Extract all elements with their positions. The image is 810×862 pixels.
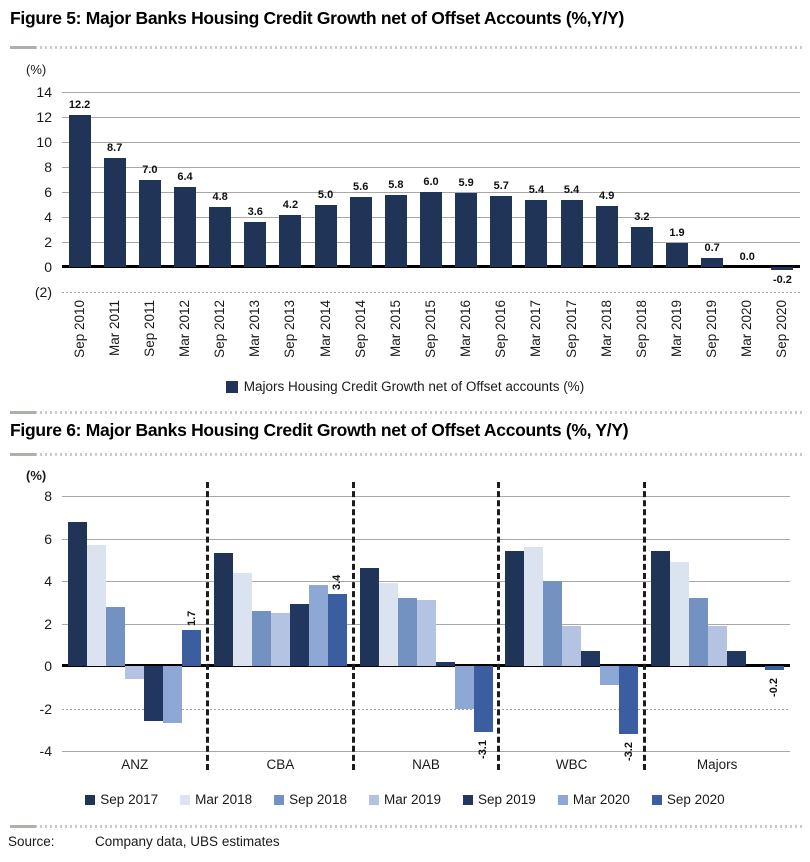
value-label: 1.7	[185, 610, 198, 626]
value-label: 3.6	[247, 206, 263, 218]
x-tick-label: Sep 2020	[774, 300, 790, 358]
x-tick-label: Mar 2017	[528, 300, 544, 358]
value-label: 5.4	[563, 183, 580, 196]
legend-item-mar-2019	[369, 792, 441, 807]
figure5-title-rule	[10, 46, 802, 49]
y-tick-label: 6	[44, 184, 52, 200]
gridline	[62, 496, 790, 497]
y-tick-label: (2)	[34, 284, 52, 300]
value-label: 6.4	[177, 171, 193, 183]
bar-cba-sep-2017	[214, 553, 233, 666]
x-tick-label: Sep 2010	[71, 300, 87, 358]
legend-swatch	[463, 795, 473, 805]
bar-anz-mar-2019	[125, 666, 144, 679]
value-label: 1.9	[669, 227, 685, 240]
x-tick-label: Mar 2016	[458, 300, 474, 358]
bar-cba-mar-2019	[271, 613, 290, 666]
figure5-title: Figure 5: Major Banks Housing Credit Growth net of Offset Accounts (%,Y/Y)	[10, 8, 625, 28]
figure5-legend	[0, 379, 810, 394]
bar-nab-sep-2020	[474, 666, 493, 732]
bar-wbc-sep-2019	[581, 651, 600, 666]
figure6-top-rule	[10, 411, 802, 414]
bar-sep-2016	[490, 196, 512, 267]
bar-anz-sep-2020	[182, 630, 201, 666]
gridline	[62, 142, 800, 143]
figure6-y-axis-unit: (%)	[26, 468, 47, 483]
bar-sep-2010	[69, 115, 91, 268]
legend-item-sep-2019	[463, 792, 536, 807]
value-label: 7.0	[142, 163, 158, 176]
y-tick-label: 2	[44, 615, 52, 632]
y-tick-label: 6	[44, 530, 52, 547]
y-tick-label: -4	[39, 743, 52, 759]
bar-nab-mar-2020	[455, 666, 474, 709]
legend-label: Sep 2018	[289, 792, 347, 807]
group-separator	[643, 482, 646, 770]
legend-label: Sep 2017	[100, 792, 159, 807]
bar-wbc-mar-2019	[562, 626, 581, 666]
bar-sep-2013	[279, 215, 301, 268]
value-label: 5.4	[528, 183, 545, 196]
bar-wbc-mar-2020	[600, 666, 619, 685]
value-label: 12.2	[68, 98, 91, 111]
bar-nab-mar-2018	[379, 583, 398, 666]
bar-sep-2011	[139, 180, 161, 268]
bar-mar-2013	[244, 222, 266, 267]
source-label: Source:	[8, 834, 55, 849]
legend-swatch	[180, 795, 190, 805]
gridline	[62, 292, 800, 293]
value-label: 4.9	[599, 189, 615, 202]
group-label-nab: NAB	[412, 757, 440, 772]
bar-majors-mar-2018	[670, 562, 689, 666]
gridline	[62, 539, 790, 540]
group-label-cba: CBA	[266, 757, 295, 772]
legend-item-sep-2017	[85, 792, 158, 807]
y-tick-label: 14	[36, 84, 52, 100]
legend-swatch	[558, 795, 568, 805]
legend-item-mar-2020	[558, 792, 630, 807]
value-label: -0.2	[768, 678, 781, 698]
bar-nab-mar-2019	[417, 600, 436, 666]
bar-cba-sep-2018	[252, 611, 271, 666]
group-label-anz: ANZ	[121, 757, 149, 772]
bar-sep-2014	[350, 197, 372, 267]
group-separator	[206, 482, 209, 770]
bar-majors-sep-2017	[651, 551, 670, 666]
gridline	[62, 751, 790, 752]
bar-mar-2019	[666, 243, 688, 267]
y-tick-label: 8	[44, 159, 52, 175]
bar-sep-2017	[561, 200, 583, 268]
x-tick-label: Mar 2011	[106, 300, 122, 357]
gridline	[62, 92, 800, 93]
x-tick-label: Mar 2019	[669, 300, 684, 358]
value-label: 4.2	[282, 198, 299, 211]
bar-sep-2015	[420, 192, 442, 267]
legend-item-sep-2020	[652, 792, 725, 807]
source-text: Company data, UBS estimates	[95, 834, 280, 849]
bar-majors-sep-2018	[689, 598, 708, 666]
legend-label: Sep 2019	[478, 792, 536, 807]
x-tick-label: Sep 2011	[141, 300, 157, 357]
value-label: 5.8	[388, 178, 404, 191]
value-label: 8.7	[107, 142, 123, 155]
bar-mar-2018	[596, 206, 618, 267]
figure5-legend-swatch	[226, 381, 238, 393]
figure5-legend-label: Majors Housing Credit Growth net of Offset accounts (%)	[243, 379, 585, 394]
y-tick-label: 0	[44, 259, 52, 275]
x-tick-label: Sep 2013	[282, 300, 298, 358]
x-tick-label: Mar 2013	[247, 300, 263, 358]
x-tick-label: Sep 2018	[633, 300, 649, 358]
value-label: -0.2	[772, 273, 792, 286]
bar-wbc-sep-2020	[619, 666, 638, 734]
bar-sep-2019	[701, 258, 723, 267]
figure5-y-axis-unit: (%)	[26, 62, 47, 77]
bar-wbc-sep-2018	[543, 581, 562, 666]
footer-rule	[10, 825, 802, 828]
legend-item-sep-2018	[274, 792, 347, 807]
x-tick-label: Mar 2012	[177, 300, 192, 358]
figure6-chart	[0, 462, 810, 780]
x-tick-label: Sep 2014	[352, 300, 368, 358]
bar-nab-sep-2019	[436, 662, 455, 666]
legend-label: Sep 2020	[666, 792, 725, 807]
legend-swatch	[369, 795, 379, 805]
value-label: 0.7	[704, 242, 720, 255]
bar-cba-mar-2020	[309, 585, 328, 666]
bar-sep-2012	[209, 207, 231, 267]
bar-anz-sep-2017	[68, 522, 87, 667]
bar-mar-2012	[174, 187, 196, 267]
bar-majors-mar-2019	[708, 626, 727, 666]
value-label: 5.9	[458, 177, 474, 190]
figure6-legend	[0, 792, 810, 807]
figure6-title-rule	[10, 453, 802, 456]
bar-cba-sep-2019	[290, 604, 309, 666]
x-tick-label: Sep 2016	[493, 300, 509, 358]
bar-anz-sep-2019	[144, 666, 163, 721]
y-tick-label: -2	[39, 700, 52, 717]
y-tick-label: 10	[36, 134, 52, 150]
value-label: 5.0	[317, 188, 334, 201]
value-label: 5.6	[353, 181, 369, 193]
x-tick-label: Sep 2017	[563, 300, 579, 358]
x-tick-label: Sep 2015	[423, 300, 438, 358]
bar-mar-2016	[455, 193, 477, 267]
y-tick-label: 8	[44, 488, 52, 504]
y-tick-label: 2	[44, 234, 52, 250]
y-tick-label: 0	[44, 658, 52, 674]
legend-item-mar-2018	[180, 792, 252, 807]
group-label-majors: Majors	[696, 757, 738, 772]
gridline	[62, 117, 800, 118]
value-label: 6.0	[423, 176, 439, 188]
legend-swatch	[85, 795, 95, 805]
value-label: 4.8	[212, 191, 228, 203]
x-tick-label: Mar 2015	[387, 300, 403, 358]
value-label: 0.0	[739, 251, 755, 263]
legend-swatch	[274, 795, 284, 805]
value-label: 5.7	[493, 179, 509, 192]
bar-mar-2014	[315, 205, 337, 268]
legend-label: Mar 2019	[383, 792, 442, 807]
group-separator	[497, 482, 500, 770]
bar-mar-2011	[104, 158, 126, 267]
y-tick-label: 12	[36, 109, 52, 125]
group-label-wbc: WBC	[555, 757, 588, 772]
bar-sep-2018	[631, 227, 653, 267]
y-tick-label: 4	[44, 573, 52, 589]
value-label: -3.2	[622, 742, 635, 761]
x-tick-label: Sep 2019	[704, 300, 720, 358]
bar-mar-2015	[385, 195, 407, 268]
gridline	[62, 167, 800, 168]
value-label: 3.4	[331, 574, 344, 590]
x-tick-label: Mar 2014	[317, 300, 333, 358]
bar-nab-sep-2018	[398, 598, 417, 666]
y-tick-label: 4	[44, 209, 52, 225]
bar-sep-2020	[771, 267, 793, 270]
value-label: -3.1	[477, 739, 489, 759]
bar-anz-mar-2018	[87, 545, 106, 666]
legend-swatch	[652, 795, 662, 805]
legend-label: Mar 2020	[572, 792, 630, 807]
bar-mar-2017	[525, 200, 547, 268]
figure6-title: Figure 6: Major Banks Housing Credit Growth net of Offset Accounts (%, Y/Y)	[10, 420, 629, 440]
figure5-chart	[0, 60, 810, 378]
bar-cba-mar-2018	[233, 573, 252, 667]
bar-majors-sep-2020	[765, 666, 784, 670]
bar-cba-sep-2020	[328, 594, 347, 666]
bar-wbc-sep-2017	[505, 551, 524, 666]
bar-nab-sep-2017	[360, 568, 379, 666]
bar-wbc-mar-2018	[524, 547, 543, 666]
bar-anz-sep-2018	[106, 607, 125, 667]
x-tick-label: Sep 2012	[212, 300, 228, 358]
group-separator	[352, 482, 355, 770]
legend-label: Mar 2018	[195, 792, 253, 807]
x-tick-label: Mar 2020	[739, 300, 755, 358]
x-tick-label: Mar 2018	[598, 300, 614, 358]
bar-majors-sep-2019	[727, 651, 746, 666]
value-label: 3.2	[634, 211, 650, 223]
bar-anz-mar-2020	[163, 666, 182, 723]
